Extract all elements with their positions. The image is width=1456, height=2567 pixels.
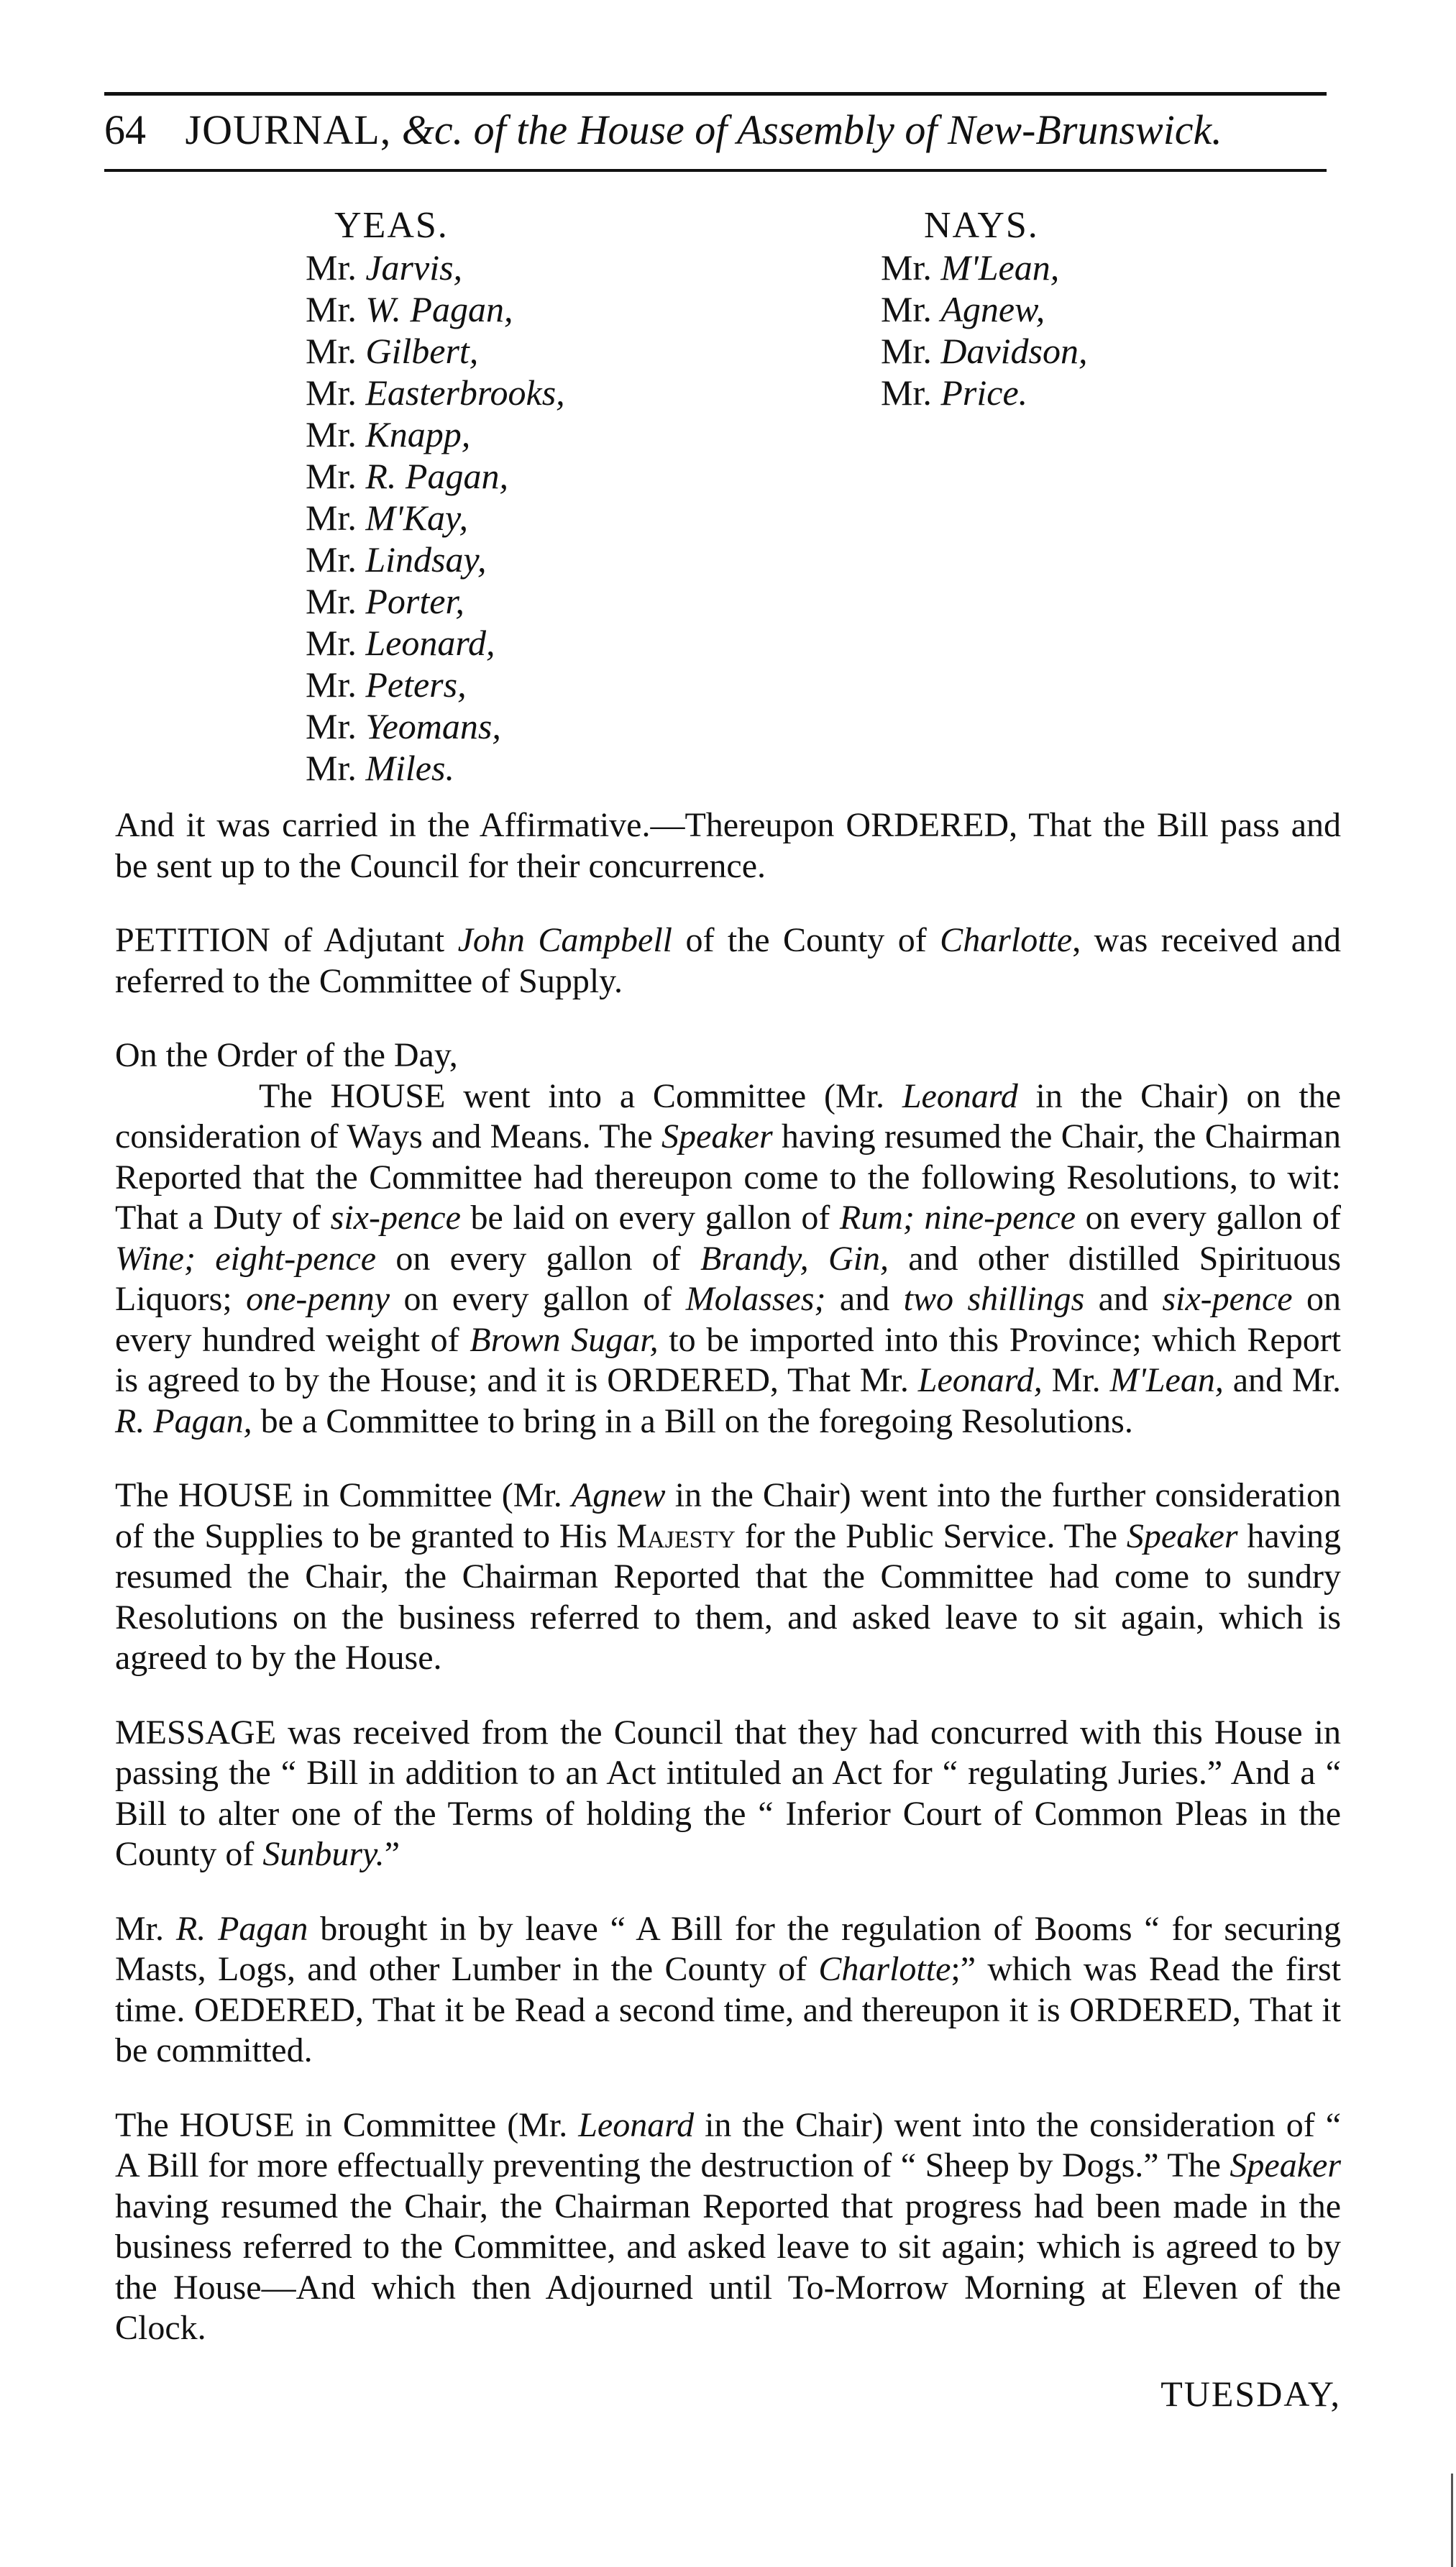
yea-member: Mr. Yeomans, (306, 706, 501, 746)
paragraph-sheep-bill: The HOUSE in Committee (Mr. Leonard in the Chair) went into the consideration of “ A Bill for more effectually preventing the destruction of “ Sheep by Dogs.” The Speaker having resumed the Chair, the Chairman Reported that progress had been made in the business referred to the Committee, and asked leave to sit again; which is agreed to by the House—And which then Adjourned until To-Morrow Morning at Eleven of the Clock. (115, 2105, 1342, 2347)
paragraph-petition: PETITION of Adjutant John Campbell of the County of Charlotte, was received and referred to the Committee of Supply. (115, 921, 1342, 1000)
journal-title: JOURNAL, (185, 106, 392, 153)
yea-member: Mr. Jarvis, (306, 247, 463, 288)
journal-subtitle: &c. of the House of Assembly of New-Brunswick. (401, 106, 1222, 153)
yea-member: Mr. W. Pagan, (306, 289, 513, 329)
yea-member: Mr. Miles. (306, 748, 454, 788)
yea-member: Mr. Peters, (306, 664, 467, 705)
paragraph-booms-bill: Mr. R. Pagan brought in by leave “ A Bill for the regulation of Booms “ for securing Masts, Logs, and other Lumber in the County of Charlotte;” which was Read the first time. OEDERED, That it be Read a second time, and thereupon it is ORDERED, That it be committed. (115, 1909, 1342, 2069)
nay-member: Mr. Agnew, (881, 289, 1045, 329)
yeas-heading: YEAS. (334, 205, 449, 246)
yeas-column (306, 205, 565, 789)
yea-member: Mr. Gilbert, (306, 331, 479, 371)
running-header (104, 98, 1327, 163)
journal-body (115, 805, 1341, 2383)
header-bottom-rule (104, 169, 1327, 172)
page-number: 64 (104, 106, 146, 153)
yea-member: Mr. Knapp, (306, 414, 471, 454)
yea-member: Mr. Leonard, (306, 623, 495, 663)
yea-member: Mr. Easterbrooks, (306, 372, 565, 413)
page-edge-mark (1451, 2474, 1453, 2567)
paragraph-council-message: MESSAGE was received from the Council that they had concurred with this House in passing the “ Bill in addition to an Act intituled an Act for “ regulating Juries.” And a “ Bill to alter one of the Terms of holding the “ Inferior Court of Common Pleas in the County of Sunbury.” (115, 1713, 1341, 1873)
nays-column (881, 205, 1088, 413)
catchword: TUESDAY, (1160, 2374, 1341, 2414)
paragraph-supplies: The HOUSE in Committee (Mr. Agnew in the Chair) went into the further consideration of the Supplies to be granted to His Majesty for the Public Service. The Speaker having resumed the Chair, the Chairman Reported that the Committee had come to sundry Resolutions on the business referred to them, and asked leave to sit again, which is agreed to by the House. (115, 1476, 1342, 1677)
nay-member: Mr. Davidson, (881, 331, 1088, 371)
yea-member: Mr. Lindsay, (306, 539, 487, 580)
paragraph-affirmative-vote: And it was carried in the Affirmative.—Thereupon ORDERED, That the Bill pass and be sent up to the Council for their concurrence. (115, 806, 1341, 885)
header-top-rule (104, 92, 1327, 96)
paragraph-order-of-day: On the Order of the Day, (115, 1036, 458, 1074)
nays-heading: NAYS. (924, 205, 1039, 246)
paragraph-ways-and-means: The HOUSE went into a Committee (Mr. Leonard in the Chair) on the consideration of Ways and Means. The Speaker having resumed the Chair, the Chairman Reported that the Committee had thereupon come to the following Resolutions, to wit: That a Duty of six-pence be laid on every gallon of Rum; nine-pence on every gallon of Wine; eight-pence on every gallon of Brandy, Gin, and other distilled Spirituous Liquors; one-penny on every gallon of Molasses; and two shillings and six-pence on every hundred weight of Brown Sugar, to be imported into this Province; which Report is agreed to by the House; and it is ORDERED, That Mr. Leonard, Mr. M'Lean, and Mr. R. Pagan, be a Committee to bring in a Bill on the foregoing Resolutions. (115, 1076, 1342, 1440)
nay-member: Mr. M'Lean, (881, 247, 1060, 288)
yea-member: Mr. M'Kay, (306, 498, 468, 538)
nay-member: Mr. Price. (881, 372, 1028, 413)
yea-member: Mr. Porter, (306, 581, 464, 621)
yea-member: Mr. R. Pagan, (306, 456, 508, 496)
